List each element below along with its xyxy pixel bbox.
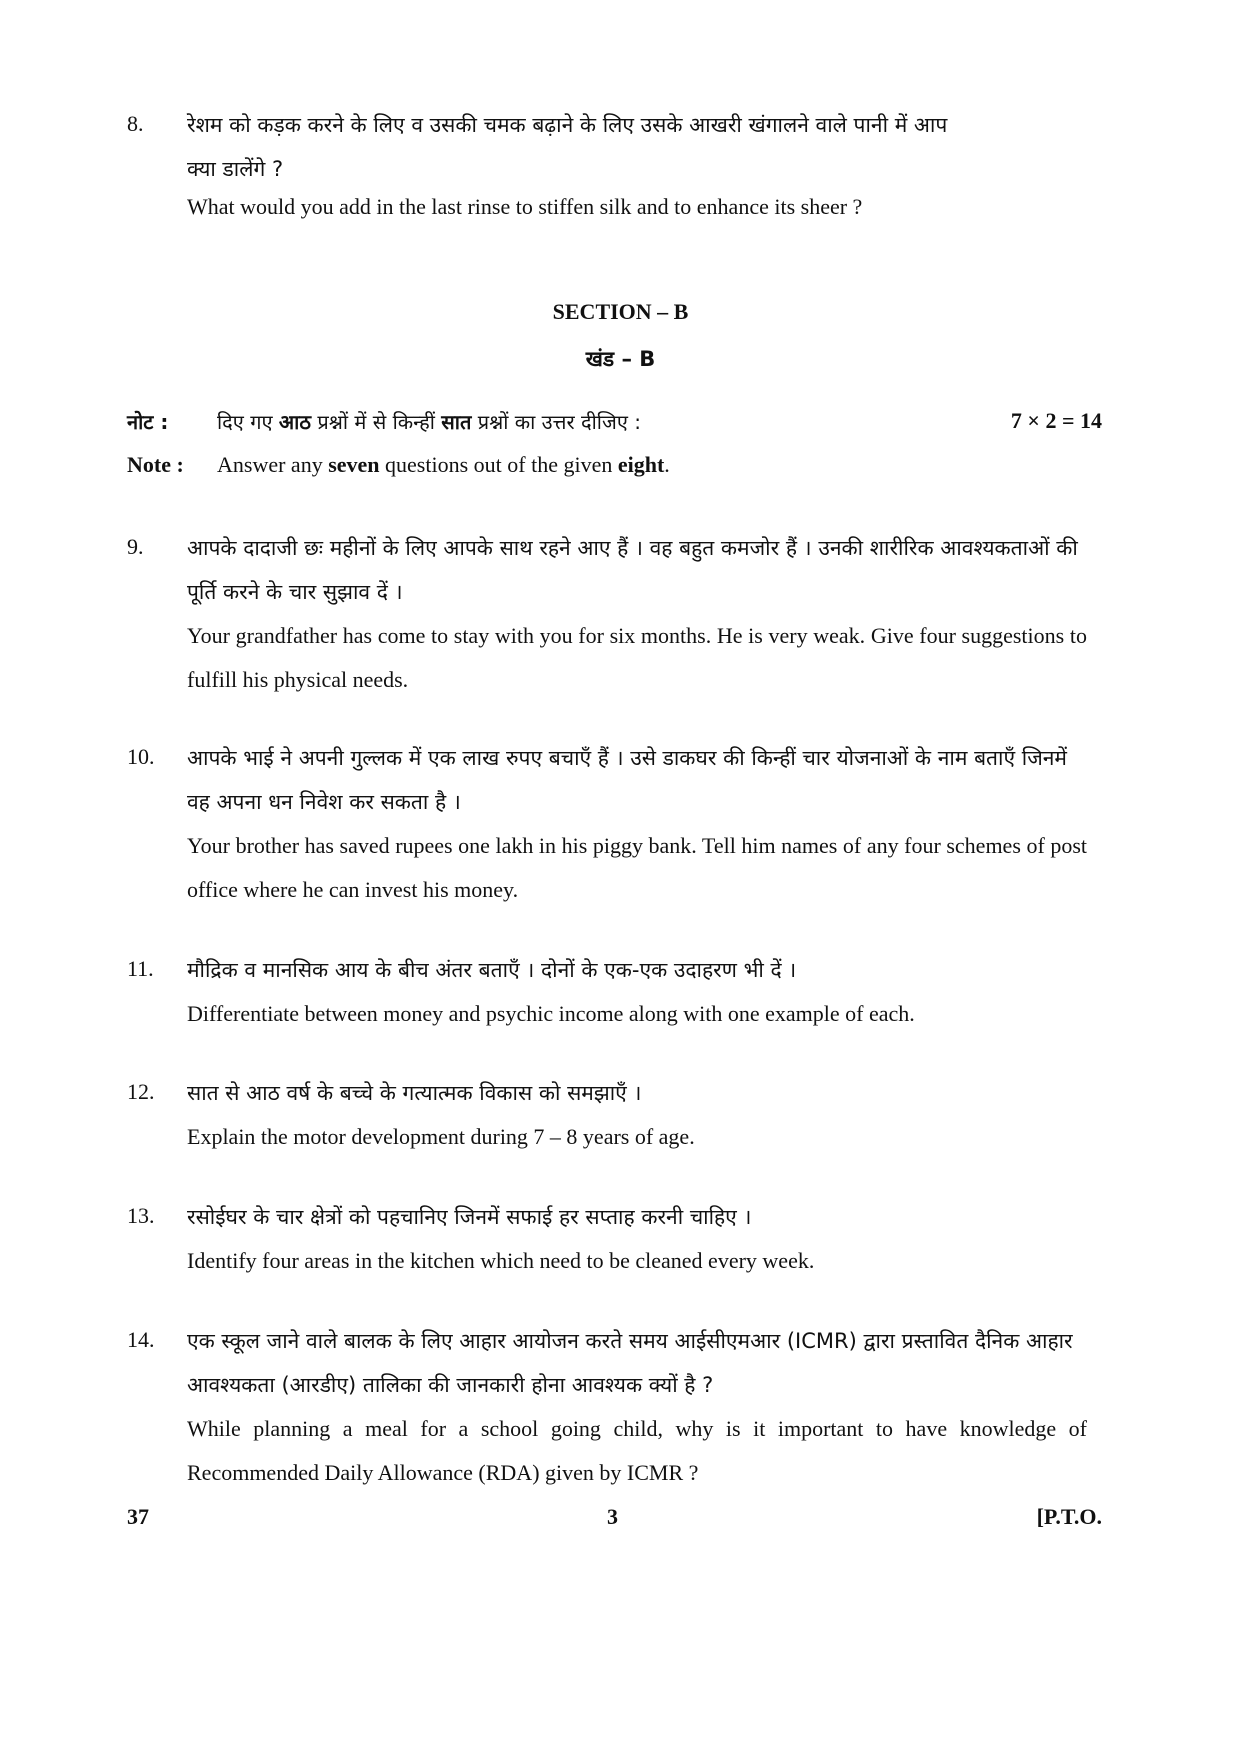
question-text-english: While planning a meal for a school going child, why is it important to have knowledge of Recommended Daily Allowance (RDA) given by ICMR ? bbox=[187, 1416, 1087, 1485]
question-text-english: What would you add in the last rinse to stiffen silk and to enhance its sheer ? bbox=[187, 194, 863, 219]
note-text-english: Answer any seven questions out of the given eight. bbox=[217, 452, 670, 477]
question-number: 11. bbox=[127, 956, 154, 981]
question-number: 9. bbox=[127, 534, 144, 559]
note-text-hindi: दिए गए आठ प्रश्नों में से किन्हीं सात प्रश्नों का उत्तर दीजिए : bbox=[217, 410, 641, 434]
question-text-hindi-cont: क्या डालेंगे ? bbox=[187, 157, 284, 181]
question-text-hindi: आपके दादाजी छः महीनों के लिए आपके साथ रहने आए हैं । वह बहुत कमजोर हैं । उनकी शारीरिक आवश्यकताओं की पूर्ति करने के चार सुझाव दें । bbox=[187, 536, 1078, 604]
question-text-hindi: मौद्रिक व मानसिक आय के बीच अंतर बताएँ । दोनों के एक-एक उदाहरण भी दें । bbox=[187, 958, 797, 982]
question-number: 8. bbox=[127, 111, 144, 136]
question-text-hindi: एक स्कूल जाने वाले बालक के लिए आहार आयोजन करते समय आईसीएमआर (ICMR) द्वारा प्रस्तावित दैनिक आहार आवश्यकता (आरडीए) तालिका की जानकारी होना आवश्यक क्यों है ? bbox=[187, 1329, 1073, 1397]
section-title-english: SECTION – B bbox=[552, 299, 689, 324]
marks-allocation: 7 × 2 = 14 bbox=[1010, 408, 1102, 433]
question-text-english: Differentiate between money and psychic income along with one example of each. bbox=[187, 1001, 915, 1026]
question-text-english: Explain the motor development during 7 – 8 years of age. bbox=[187, 1124, 695, 1149]
question-number: 12. bbox=[127, 1079, 155, 1104]
section-title-hindi: खंड – B bbox=[585, 347, 656, 371]
question-text-english: Your brother has saved rupees one lakh in his piggy bank. Tell him names of any four schemes of post office where he can invest his money. bbox=[187, 833, 1087, 902]
question-text-hindi: रसोईघर के चार क्षेत्रों को पहचानिए जिनमें सफाई हर सप्ताह करनी चाहिए । bbox=[187, 1205, 752, 1229]
question-text-hindi: सात से आठ वर्ष के बच्चे के गत्यात्मक विकास को समझाएँ । bbox=[187, 1081, 642, 1105]
question-text-english: Your grandfather has come to stay with you for six months. He is very weak. Give four suggestions to fulfill his physical needs. bbox=[187, 623, 1087, 692]
note-label-hindi: नोट : bbox=[127, 410, 169, 434]
question-number: 10. bbox=[127, 744, 155, 769]
paper-code: 37 bbox=[127, 1504, 149, 1529]
question-text-hindi: रेशम को कड़क करने के लिए व उसकी चमक बढ़ाने के लिए उसके आखरी खंगालने वाले पानी में आप bbox=[187, 113, 948, 137]
question-number: 14. bbox=[127, 1327, 155, 1352]
page-number: 3 bbox=[607, 1504, 618, 1529]
note-label-english: Note : bbox=[127, 452, 184, 477]
question-text-hindi: आपके भाई ने अपनी गुल्लक में एक लाख रुपए बचाएँ हैं । उसे डाकघर की किन्हीं चार योजनाओं के नाम बताएँ जिनमें वह अपना धन निवेश कर सकता है । bbox=[187, 746, 1067, 814]
question-number: 13. bbox=[127, 1203, 155, 1228]
pto-label: [P.T.O. bbox=[1036, 1504, 1102, 1529]
question-text-english: Identify four areas in the kitchen which need to be cleaned every week. bbox=[187, 1248, 815, 1273]
